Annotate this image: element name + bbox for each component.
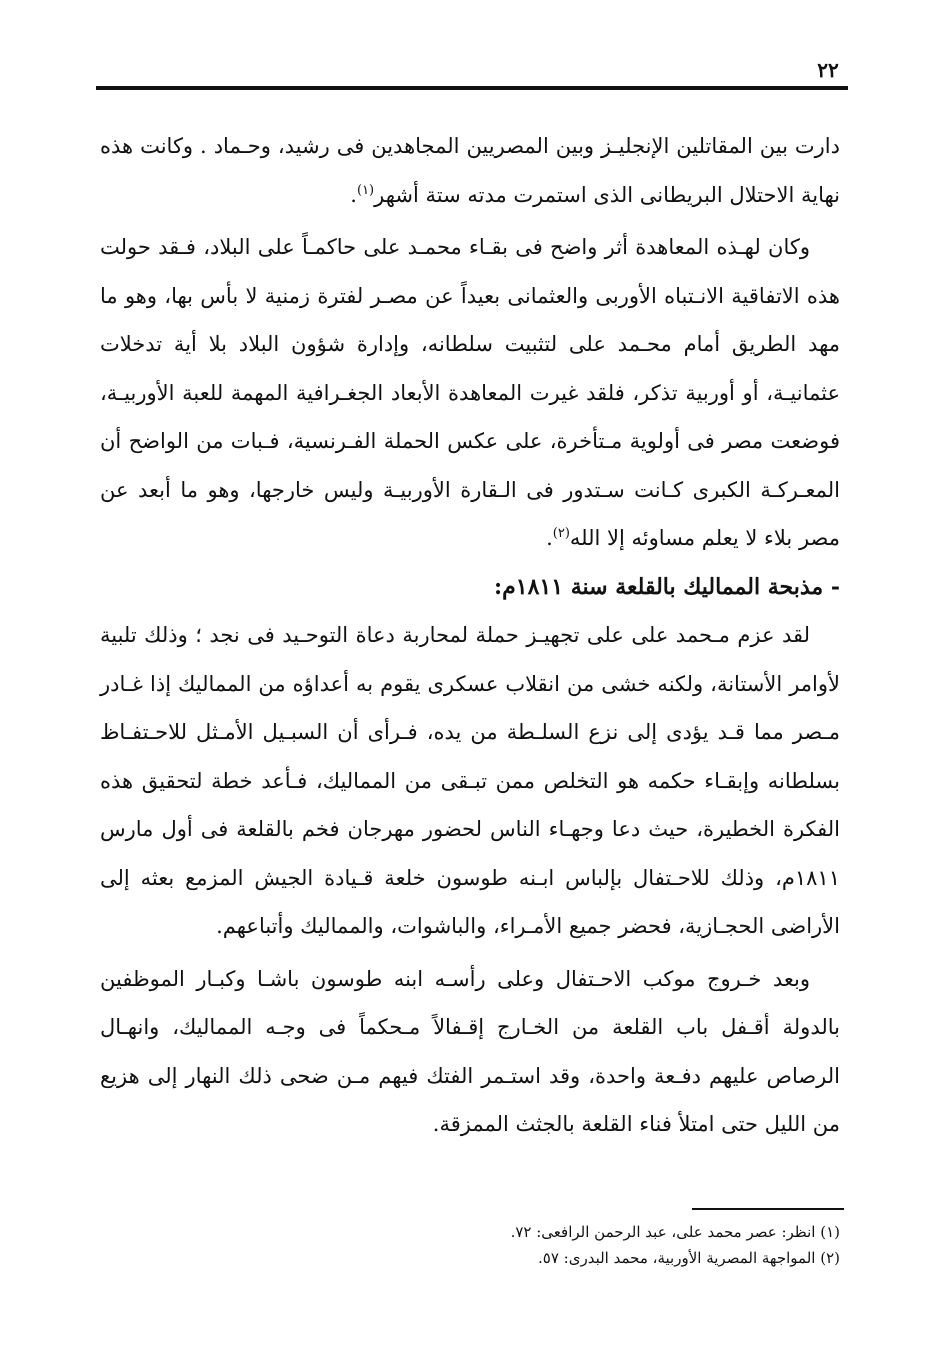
paragraph-1: دارت بين المقاتلين الإنجليـز وبين المصريين المجاهدين فى رشيد، وحـماد . وكانت هذه نهاية الاحتلال البريطانى الذى استمرت مدته ستة أشهر$^{(١)}$.: [100, 134, 840, 207]
paragraph-3: لقد عزم مـحمد على على تجهيـز حملة لمحاربة دعاة التوحـيد فى نجد ؛ وذلك تلبية لأوامر الأستانة، ولكنه خشى من انقلاب عسكرى يقوم به أعداؤه من المماليك إذا غـادر مـصر مما قـد يؤدى إلى نزع السلـطة من يده، فـرأى أن السبـيل الأمـثل للاحـتفـاظ بسلطانه وإبقـاء حكمه هو التخلص ممن تبـقى من المماليك، فـأعد خطة لتحقيق هذه الفكرة الخطيرة، حيث دعا وجهـاء الناس لحضور مهرجان فخم بالقلعة فى أول مارس ١٨١١م، وذلك للاحـتفال بإلباس ابـنه طوسون خلعة قـيادة الجيش المزمع بعثه إلى الأراضى الحجـازية، فحضر جميع الأمـراء، والباشوات، والمماليك وأتباعهم.: [100, 623, 840, 938]
main-text: [100, 122, 840, 1149]
footnote-2: (٢) المواجهة المصرية الأوربية، محمد البدرى: ٥٧.: [538, 1249, 840, 1267]
paragraph-4: وبعد خـروج موكب الاحـتفال وعلى رأسـه ابنه طوسون باشـا وكبـار الموظفين بالدولة أقـفل باب القلعة من الخـارج إقـفالاً مـحكماً فى وجـه المماليك، وانهـال الرصاص عليهم دفـعة واحدة، وقد استـمر الفتك فيهم مـن ضحى ذلك النهار إلى هزيع من الليل حتى امتلأ فناء القلعة بالجثث الممزقة.: [100, 966, 840, 1136]
footnote-ref-1: (١): [356, 182, 375, 198]
paragraph-2: وكان لهـذه المعاهدة أثر واضح فى بقـاء محمـد على حاكمـاً على البلاد، فـقد حولت هذه الاتفاقية الانـتباه الأوربى والعثمانى بعيداً عن مصـر لفترة زمنية لا بأس بها، وهو ما مهد الطريق أمام محـمد على لتثبيت سلطانه، وإدارة شؤون البلاد بلا أية تدخلات عثمانيـة، أو أوربية تذكر، فلقد غيرت المعاهدة الأبعاد الجغـرافية المهمة للعبة الأوربيـة، فوضعت مصر فى أولوية مـتأخرة، على عكس الحملة الفـرنسية، فـبات من الواضح أن المعـركـة الكبرى كـانت سـتدور فى الـقارة الأوربيـة وليس خارجها، وهو ما أبعد عن مصر بلاء لا يعلم مساوئه إلا الله$^{(٢)}$.: [100, 235, 840, 550]
page-number: ٢٢: [817, 58, 839, 82]
footnotes: [300, 1219, 840, 1271]
section-heading: - مذبحة المماليك بالقلعة سنة ١٨١١م:: [494, 573, 840, 600]
header-rule: [96, 86, 848, 90]
footnote-rule: [692, 1208, 844, 1210]
footnote-ref-2: (٢): [552, 526, 570, 541]
footnote-1: (١) انظر: عصر محمد على، عبد الرحمن الرافعى: ٧٢.: [510, 1223, 840, 1241]
